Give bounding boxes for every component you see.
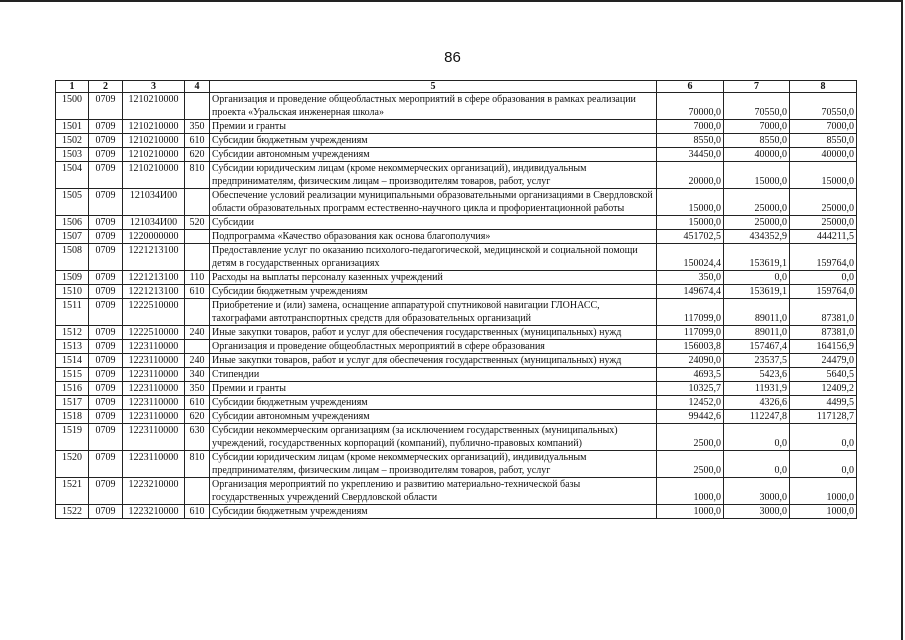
description-cell: Подпрограмма «Качество образования как основа благополучия» [210,230,657,244]
row-number-cell: 1514 [56,354,89,368]
section-code-cell: 0709 [89,451,123,478]
description-cell: Приобретение и (или) замена, оснащение аппаратурой спутниковой навигации ГЛОНАСС, тахографами автотранспортных средств для образовательных организаций [210,299,657,326]
row-number-cell: 1506 [56,216,89,230]
description-cell: Субсидии автономным учреждениям [210,410,657,424]
row-number-cell: 1510 [56,285,89,299]
target-article-cell: 1221213100 [123,285,185,299]
section-code-cell: 0709 [89,396,123,410]
row-number-cell: 1516 [56,382,89,396]
target-article-cell: 1223210000 [123,478,185,505]
expense-type-cell: 620 [185,148,210,162]
column-header: 8 [790,81,857,93]
section-code-cell: 0709 [89,354,123,368]
amount-year3-cell: 87381,0 [790,326,857,340]
target-article-cell: 1223110000 [123,424,185,451]
description-cell: Субсидии бюджетным учреждениям [210,285,657,299]
target-article-cell: 1221213100 [123,244,185,271]
section-code-cell: 0709 [89,162,123,189]
amount-year3-cell: 4499,5 [790,396,857,410]
amount-year1-cell: 1000,0 [657,505,724,519]
amount-year1-cell: 2500,0 [657,424,724,451]
section-code-cell: 0709 [89,410,123,424]
table-row [56,505,857,519]
description-cell: Обеспечение условий реализации муниципальными образовательными организациями в Свердловской области образовательных программ естественно-научного цикла и профориентационной работы [210,189,657,216]
amount-year2-cell: 23537,5 [724,354,790,368]
row-number-cell: 1501 [56,120,89,134]
table-row [56,368,857,382]
section-code-cell: 0709 [89,382,123,396]
row-number-cell: 1522 [56,505,89,519]
amount-year1-cell: 20000,0 [657,162,724,189]
amount-year3-cell: 25000,0 [790,189,857,216]
description-cell: Премии и гранты [210,120,657,134]
amount-year3-cell: 15000,0 [790,162,857,189]
table-row [56,354,857,368]
amount-year1-cell: 70000,0 [657,93,724,120]
amount-year2-cell: 7000,0 [724,120,790,134]
target-article-cell: 1223110000 [123,410,185,424]
expense-type-cell: 620 [185,410,210,424]
scan-border-top [0,0,903,2]
amount-year1-cell: 451702,5 [657,230,724,244]
row-number-cell: 1503 [56,148,89,162]
expense-type-cell [185,299,210,326]
expense-type-cell: 240 [185,326,210,340]
amount-year3-cell: 0,0 [790,451,857,478]
row-number-cell: 1511 [56,299,89,326]
section-code-cell: 0709 [89,271,123,285]
target-article-cell: 1223210000 [123,505,185,519]
description-cell: Субсидии автономным учреждениям [210,148,657,162]
section-code-cell: 0709 [89,93,123,120]
row-number-cell: 1500 [56,93,89,120]
amount-year3-cell: 159764,0 [790,244,857,271]
scan-border-right [901,0,903,640]
expense-type-cell: 110 [185,271,210,285]
description-cell: Субсидии [210,216,657,230]
amount-year1-cell: 1000,0 [657,478,724,505]
expense-type-cell: 610 [185,505,210,519]
amount-year1-cell: 24090,0 [657,354,724,368]
expense-type-cell: 610 [185,396,210,410]
expense-type-cell [185,244,210,271]
table-row [56,410,857,424]
amount-year1-cell: 2500,0 [657,451,724,478]
amount-year2-cell: 3000,0 [724,478,790,505]
row-number-cell: 1509 [56,271,89,285]
expense-type-cell [185,189,210,216]
row-number-cell: 1502 [56,134,89,148]
table-row [56,424,857,451]
amount-year3-cell: 8550,0 [790,134,857,148]
target-article-cell: 1221213100 [123,271,185,285]
row-number-cell: 1520 [56,451,89,478]
target-article-cell: 1223110000 [123,382,185,396]
table-row [56,93,857,120]
section-code-cell: 0709 [89,244,123,271]
amount-year2-cell: 0,0 [724,271,790,285]
row-number-cell: 1508 [56,244,89,271]
row-number-cell: 1504 [56,162,89,189]
section-code-cell: 0709 [89,326,123,340]
column-header: 7 [724,81,790,93]
row-number-cell: 1517 [56,396,89,410]
target-article-cell: 1223110000 [123,368,185,382]
amount-year3-cell: 40000,0 [790,148,857,162]
amount-year3-cell: 12409,2 [790,382,857,396]
row-number-cell: 1513 [56,340,89,354]
description-cell: Иные закупки товаров, работ и услуг для обеспечения государственных (муниципальных) нужд [210,326,657,340]
expense-type-cell: 810 [185,162,210,189]
description-cell: Предоставление услуг по оказанию психолого-педагогической, медицинской и социальной помощи детям в государственных организациях [210,244,657,271]
amount-year2-cell: 89011,0 [724,299,790,326]
column-header: 5 [210,81,657,93]
amount-year3-cell: 159764,0 [790,285,857,299]
table-row [56,189,857,216]
row-number-cell: 1519 [56,424,89,451]
target-article-cell: 1210210000 [123,93,185,120]
target-article-cell: 1210210000 [123,162,185,189]
table-row [56,162,857,189]
budget-table [55,80,857,519]
expense-type-cell: 350 [185,382,210,396]
target-article-cell: 1210210000 [123,148,185,162]
section-code-cell: 0709 [89,478,123,505]
section-code-cell: 0709 [89,134,123,148]
row-number-cell: 1518 [56,410,89,424]
amount-year3-cell: 1000,0 [790,478,857,505]
target-article-cell: 1222510000 [123,299,185,326]
amount-year1-cell: 34450,0 [657,148,724,162]
expense-type-cell: 810 [185,451,210,478]
amount-year1-cell: 117099,0 [657,299,724,326]
table-row [56,244,857,271]
expense-type-cell [185,93,210,120]
table-row [56,134,857,148]
amount-year2-cell: 434352,9 [724,230,790,244]
expense-type-cell: 520 [185,216,210,230]
description-cell: Организация и проведение общеобластных мероприятий в сфере образования [210,340,657,354]
description-cell: Расходы на выплаты персоналу казенных учреждений [210,271,657,285]
amount-year2-cell: 112247,8 [724,410,790,424]
section-code-cell: 0709 [89,340,123,354]
amount-year1-cell: 15000,0 [657,216,724,230]
table-row [56,382,857,396]
amount-year1-cell: 150024,4 [657,244,724,271]
expense-type-cell: 630 [185,424,210,451]
column-header: 1 [56,81,89,93]
amount-year2-cell: 15000,0 [724,162,790,189]
amount-year2-cell: 11931,9 [724,382,790,396]
amount-year1-cell: 117099,0 [657,326,724,340]
description-cell: Премии и гранты [210,382,657,396]
amount-year2-cell: 70550,0 [724,93,790,120]
amount-year2-cell: 25000,0 [724,189,790,216]
amount-year2-cell: 153619,1 [724,244,790,271]
table-row [56,148,857,162]
amount-year1-cell: 10325,7 [657,382,724,396]
description-cell: Организация мероприятий по укреплению и развитию материально-технической базы государственных учреждений Свердловской области [210,478,657,505]
table-row [56,299,857,326]
amount-year3-cell: 25000,0 [790,216,857,230]
amount-year3-cell: 7000,0 [790,120,857,134]
amount-year3-cell: 0,0 [790,424,857,451]
target-article-cell: 121034И00 [123,189,185,216]
target-article-cell: 121034И00 [123,216,185,230]
expense-type-cell [185,340,210,354]
expense-type-cell: 240 [185,354,210,368]
description-cell: Организация и проведение общеобластных мероприятий в сфере образования в рамках реализации проекта «Уральская инженерная школа» [210,93,657,120]
description-cell: Иные закупки товаров, работ и услуг для обеспечения государственных (муниципальных) нужд [210,354,657,368]
amount-year3-cell: 117128,7 [790,410,857,424]
amount-year2-cell: 89011,0 [724,326,790,340]
row-number-cell: 1512 [56,326,89,340]
amount-year2-cell: 3000,0 [724,505,790,519]
amount-year3-cell: 24479,0 [790,354,857,368]
description-cell: Субсидии юридическим лицам (кроме некоммерческих организаций), индивидуальным предпринимателям, физическим лицам – производителям товаров, работ, услуг [210,162,657,189]
amount-year1-cell: 12452,0 [657,396,724,410]
amount-year2-cell: 4326,6 [724,396,790,410]
amount-year2-cell: 8550,0 [724,134,790,148]
section-code-cell: 0709 [89,299,123,326]
amount-year2-cell: 40000,0 [724,148,790,162]
section-code-cell: 0709 [89,505,123,519]
target-article-cell: 1223110000 [123,340,185,354]
amount-year3-cell: 5640,5 [790,368,857,382]
expense-type-cell [185,230,210,244]
section-code-cell: 0709 [89,285,123,299]
column-header: 3 [123,81,185,93]
target-article-cell: 1222510000 [123,326,185,340]
section-code-cell: 0709 [89,120,123,134]
header-row [56,81,857,93]
amount-year1-cell: 15000,0 [657,189,724,216]
amount-year1-cell: 7000,0 [657,120,724,134]
table-row [56,340,857,354]
description-cell: Субсидии бюджетным учреждениям [210,396,657,410]
section-code-cell: 0709 [89,189,123,216]
row-number-cell: 1521 [56,478,89,505]
target-article-cell: 1223110000 [123,354,185,368]
amount-year2-cell: 25000,0 [724,216,790,230]
row-number-cell: 1505 [56,189,89,216]
table-row [56,326,857,340]
amount-year1-cell: 156003,8 [657,340,724,354]
table-row [56,285,857,299]
target-article-cell: 1223110000 [123,396,185,410]
amount-year1-cell: 149674,4 [657,285,724,299]
expense-type-cell: 610 [185,285,210,299]
amount-year2-cell: 157467,4 [724,340,790,354]
table-row [56,396,857,410]
expense-type-cell [185,478,210,505]
amount-year2-cell: 153619,1 [724,285,790,299]
column-header: 4 [185,81,210,93]
expense-type-cell: 610 [185,134,210,148]
column-header: 2 [89,81,123,93]
description-cell: Субсидии бюджетным учреждениям [210,134,657,148]
row-number-cell: 1515 [56,368,89,382]
amount-year1-cell: 350,0 [657,271,724,285]
column-header: 6 [657,81,724,93]
target-article-cell: 1220000000 [123,230,185,244]
table-row [56,216,857,230]
target-article-cell: 1210210000 [123,134,185,148]
table-row [56,230,857,244]
table-body [56,93,857,519]
section-code-cell: 0709 [89,368,123,382]
section-code-cell: 0709 [89,230,123,244]
expense-type-cell: 350 [185,120,210,134]
section-code-cell: 0709 [89,148,123,162]
amount-year3-cell: 444211,5 [790,230,857,244]
description-cell: Субсидии юридическим лицам (кроме некоммерческих организаций), индивидуальным предпринимателям, физическим лицам – производителям товаров, работ, услуг [210,451,657,478]
amount-year3-cell: 1000,0 [790,505,857,519]
description-cell: Стипендии [210,368,657,382]
amount-year2-cell: 5423,6 [724,368,790,382]
target-article-cell: 1210210000 [123,120,185,134]
section-code-cell: 0709 [89,216,123,230]
table-row [56,120,857,134]
table-row [56,478,857,505]
amount-year2-cell: 0,0 [724,424,790,451]
amount-year1-cell: 8550,0 [657,134,724,148]
target-article-cell: 1223110000 [123,451,185,478]
row-number-cell: 1507 [56,230,89,244]
amount-year1-cell: 4693,5 [657,368,724,382]
amount-year3-cell: 164156,9 [790,340,857,354]
table-row [56,271,857,285]
amount-year1-cell: 99442,6 [657,410,724,424]
page-number: 86 [444,49,461,66]
amount-year2-cell: 0,0 [724,451,790,478]
amount-year3-cell: 70550,0 [790,93,857,120]
section-code-cell: 0709 [89,424,123,451]
amount-year3-cell: 87381,0 [790,299,857,326]
amount-year3-cell: 0,0 [790,271,857,285]
expense-type-cell: 340 [185,368,210,382]
table-row [56,451,857,478]
description-cell: Субсидии бюджетным учреждениям [210,505,657,519]
description-cell: Субсидии некоммерческим организациям (за исключением государственных (муниципальных) учреждений, государственных корпораций (компаний), публично-правовых компаний) [210,424,657,451]
